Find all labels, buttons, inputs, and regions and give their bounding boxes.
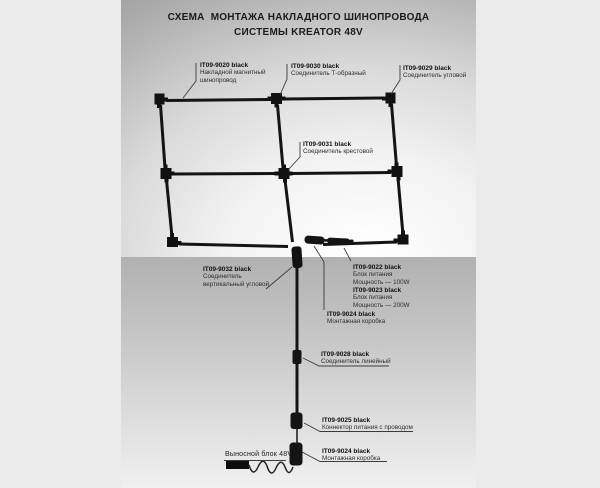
title-line-1: СХЕМА МОНТАЖА НАКЛАДНОГО ШИНОПРОВОДА: [167, 12, 430, 23]
track-mid-left: [172, 174, 277, 175]
label-it09-9020: [200, 62, 266, 84]
leader-9030: [280, 64, 287, 95]
part-desc: Соединитель линейный: [321, 358, 391, 366]
title-line-2: СИСТЕМЫ KREATOR 48V: [234, 27, 363, 38]
track-right-lower: [398, 178, 403, 235]
page-title: [121, 10, 476, 40]
track-top-left: [166, 100, 271, 101]
part-desc: Мощность — 200W: [353, 301, 410, 309]
track-bottom-left: [179, 244, 288, 247]
label-it09-9032: [203, 266, 269, 288]
label-it09-9028: [321, 351, 391, 366]
part-desc: Блок питания: [353, 271, 393, 279]
part-desc: Соединитель Т-образный: [291, 70, 366, 78]
part-desc: Соединитель угловой: [403, 72, 467, 80]
power-assembly: [304, 235, 353, 244]
supply-cable: [249, 461, 293, 473]
label-it09-9022: [353, 264, 410, 286]
part-desc: Накладной магнитный: [200, 69, 266, 77]
vertical-corner-connector-icon: [291, 246, 302, 268]
label-it09-9031: [303, 141, 373, 156]
part-desc: Соединитель: [203, 273, 242, 281]
track-mid-right: [291, 173, 391, 174]
leader-9022: [344, 248, 351, 261]
linear-connector-icon: [293, 350, 302, 364]
part-code: IT09-9030 black: [291, 63, 340, 70]
label-it09-9023: [353, 287, 410, 309]
leader-9032: [266, 267, 292, 289]
part-code: IT09-9023 black: [353, 287, 402, 294]
track-center-lower: [285, 180, 293, 242]
part-code: IT09-9031 black: [303, 141, 352, 148]
leader-9024-top: [314, 246, 324, 310]
part-code: IT09-9022 black: [353, 264, 402, 271]
part-code: IT09-9020 black: [200, 62, 249, 69]
part-desc: Соединитель крестовой: [303, 148, 373, 156]
mounting-box-icon: [304, 235, 325, 244]
part-code: IT09-9032 black: [203, 266, 252, 273]
corner-connector-top-right-icon: [382, 93, 396, 108]
label-it09-9029: [403, 65, 466, 80]
leader-9020: [183, 63, 196, 98]
track-right-upper: [392, 104, 397, 166]
t-connector-top-icon: [268, 93, 286, 108]
corner-connector-bottom-right-icon: [394, 231, 409, 245]
part-desc: Мощность — 100W: [353, 278, 410, 286]
label-it09-9024-bottom: [322, 448, 380, 463]
track-left-upper: [161, 105, 166, 168]
label-remote-block: Выносной блок 48V: [225, 451, 293, 458]
part-code: IT09-9028 black: [321, 351, 370, 358]
label-it09-9030: [291, 63, 366, 78]
part-desc: Монтажная коробка: [327, 318, 386, 326]
part-desc: вертикальный угловой: [203, 280, 270, 288]
label-it09-9025: [322, 417, 413, 432]
power-connector-icon: [291, 413, 303, 430]
part-code: IT09-9024 black: [322, 448, 371, 455]
remote-driver-icon: [226, 461, 249, 469]
part-desc: Блок питания: [353, 294, 393, 302]
power-supply-nub: [349, 239, 353, 243]
track-left-lower: [167, 180, 173, 237]
leader-9029: [391, 65, 400, 94]
leader-9031: [288, 142, 300, 170]
cross-connector-icon: [275, 165, 293, 183]
t-connector-right-icon: [388, 163, 403, 181]
corner-connector-bottom-left-icon: [167, 233, 182, 247]
part-code: IT09-9029 black: [403, 65, 452, 72]
part-desc: Монтажная коробка: [322, 455, 381, 463]
part-desc: шинопровод: [200, 76, 237, 84]
part-code: IT09-9024 black: [327, 311, 376, 318]
label-it09-9024-top: [327, 311, 385, 326]
t-connector-left-icon: [161, 165, 175, 183]
part-code: IT09-9025 black: [322, 417, 371, 424]
part-desc: Коннектор питания с проводом: [322, 424, 413, 432]
power-supply-icon: [327, 237, 350, 244]
track-top-right: [283, 98, 385, 99]
track-center-upper: [278, 105, 284, 168]
